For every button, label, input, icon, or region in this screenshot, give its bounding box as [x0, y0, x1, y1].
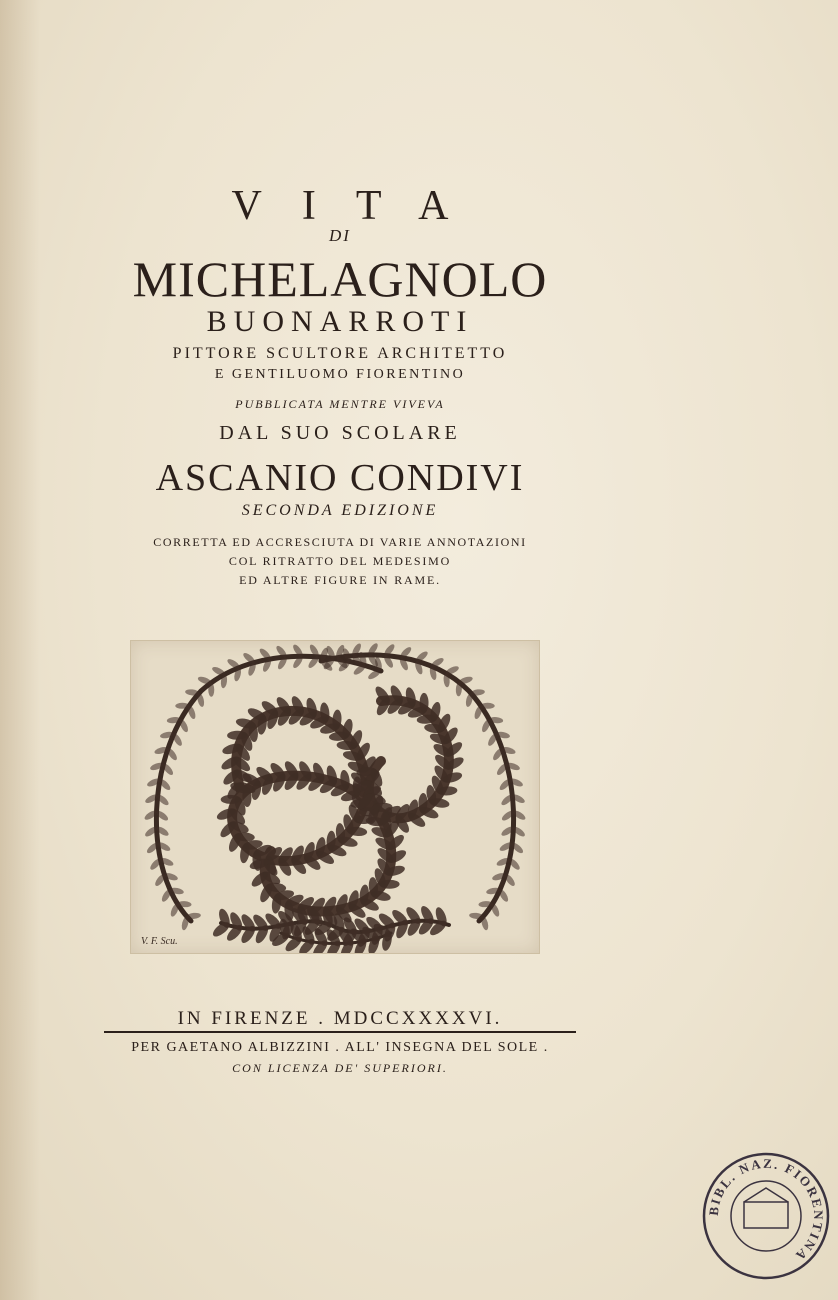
- imprint-city-year: IN FIRENZE . MDCCXXXXVI.: [177, 1008, 503, 1029]
- author-name: ASCANIO CONDIVI: [155, 457, 525, 499]
- author-intro: DAL SUO SCOLARE: [219, 422, 461, 444]
- library-stamp: [700, 1150, 832, 1282]
- laurel-wreath-icon: [131, 641, 539, 953]
- stamp-text: BIBL. NAZ. FIORENTINA: [705, 1155, 827, 1265]
- edition-label: SECONDA EDIZIONE: [241, 502, 439, 519]
- title-di: DI: [329, 226, 351, 245]
- subject-surname: BUONARROTI: [206, 305, 474, 338]
- engraver-signature: V. F. Scu.: [141, 936, 178, 947]
- imprint-rule: [104, 1031, 576, 1033]
- imprint-printer: PER GAETANO ALBIZZINI . ALL' INSEGNA DEL SOLE .: [131, 1040, 549, 1055]
- subject-profession: PITTORE SCULTORE ARCHITETTO: [172, 345, 508, 362]
- subject-citizen: E GENTILUOMO FIORENTINO: [214, 367, 466, 382]
- description-line: COL RITRATTO DEL MEDESIMO: [228, 554, 452, 568]
- subject-name: MICHELAGNOLO: [132, 251, 548, 307]
- engraving-plate: [130, 640, 540, 954]
- description-line: ED ALTRE FIGURE IN RAME.: [239, 573, 441, 587]
- imprint-license: CON LICENZA DE' SUPERIORI.: [232, 1061, 448, 1075]
- description-line: CORRETTA ED ACCRESCIUTA DI VARIE ANNOTAZIONI: [153, 535, 527, 549]
- published-note: PUBBLICATA MENTRE VIVEVA: [235, 397, 445, 411]
- title-vita: VITA: [231, 183, 489, 229]
